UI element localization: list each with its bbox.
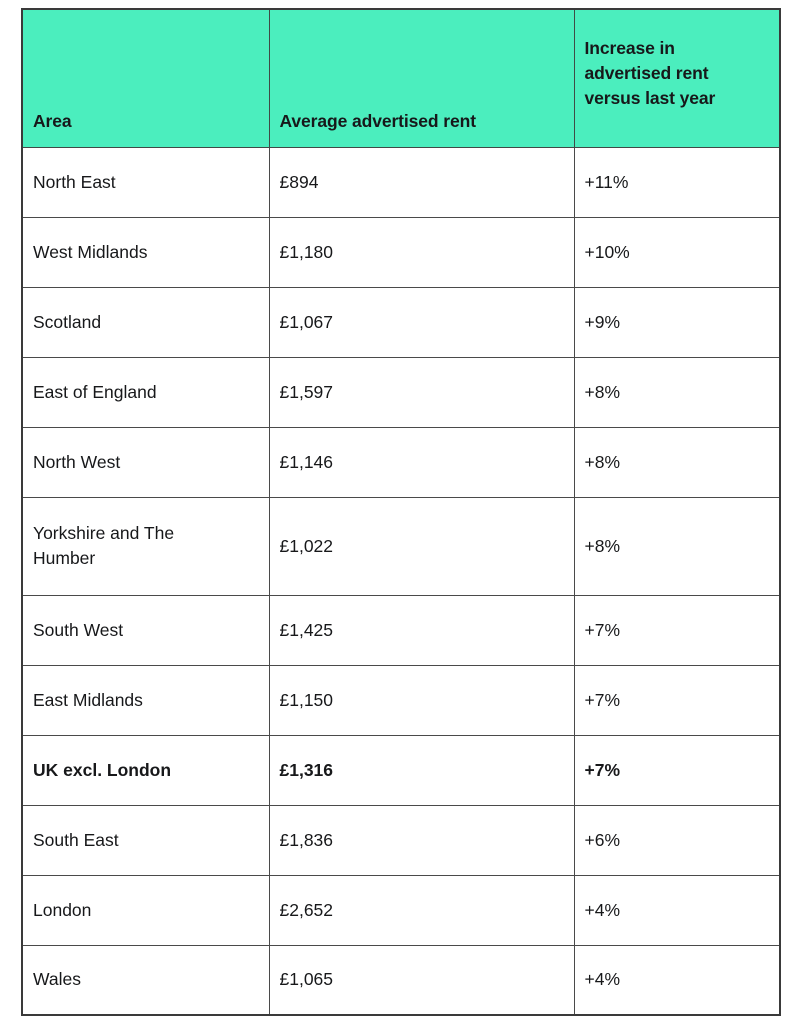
column-header-change-line-1: Increase in [584,38,675,58]
cell-area [22,945,269,1015]
cell-average-rent: £1,065 [269,945,574,1015]
table-row [22,287,780,357]
area-label: London [33,899,92,920]
rent-table-container [21,8,779,1016]
cell-change: +10% [574,217,780,287]
area-label: North East [33,171,116,192]
cell-change: +7% [574,735,780,805]
column-header-change-line-3: versus last year [584,87,716,108]
cell-average-rent: £1,836 [269,805,574,875]
table-row [22,497,780,595]
table-row [22,945,780,1015]
cell-area [22,287,269,357]
table-row [22,665,780,735]
cell-average-rent: £1,150 [269,665,574,735]
cell-area [22,665,269,735]
area-label-line-2: Humber [33,548,96,568]
table-header [22,9,780,147]
area-label: Scotland [33,311,102,332]
cell-change: +7% [574,595,780,665]
cell-area [22,217,269,287]
cell-average-rent: £1,180 [269,217,574,287]
cell-area [22,805,269,875]
cell-area [22,427,269,497]
area-label: West Midlands [33,241,148,262]
cell-change: +6% [574,805,780,875]
cell-average-rent: £1,067 [269,287,574,357]
cell-change: +11% [574,147,780,217]
column-header-increase-versus-last-year [574,9,780,147]
table-row [22,217,780,287]
cell-change: +4% [574,875,780,945]
area-label: Yorkshire and The [33,523,175,544]
cell-change: +7% [574,665,780,735]
column-header-change-line-2: advertised rent [584,62,709,83]
area-label: North West [33,451,121,472]
cell-average-rent: £1,146 [269,427,574,497]
cell-average-rent: £1,425 [269,595,574,665]
area-label: South East [33,829,119,850]
cell-change: +4% [574,945,780,1015]
area-label: South West [33,619,124,640]
table-row [22,357,780,427]
table-body [22,147,780,1015]
cell-area [22,497,269,595]
table-row [22,147,780,217]
average-advertised-rent-table [21,8,781,1016]
cell-average-rent: £894 [269,147,574,217]
area-label: East of England [33,381,157,402]
column-header-area: Area [22,9,269,147]
column-header-average-advertised-rent: Average advertised rent [269,9,574,147]
cell-average-rent: £1,022 [269,497,574,595]
area-label: East Midlands [33,689,143,710]
table-row [22,805,780,875]
cell-average-rent: £1,597 [269,357,574,427]
cell-change: +8% [574,427,780,497]
area-label: Wales [33,969,81,990]
cell-average-rent: £1,316 [269,735,574,805]
cell-area [22,357,269,427]
cell-area [22,595,269,665]
table-row-highlighted [22,735,780,805]
table-row [22,875,780,945]
cell-change: +8% [574,357,780,427]
cell-average-rent: £2,652 [269,875,574,945]
cell-area [22,147,269,217]
table-row [22,595,780,665]
cell-area [22,735,269,805]
area-label: UK excl. London [33,759,172,780]
header-row [22,9,780,147]
cell-change: +9% [574,287,780,357]
cell-area [22,875,269,945]
cell-change: +8% [574,497,780,595]
table-row [22,427,780,497]
